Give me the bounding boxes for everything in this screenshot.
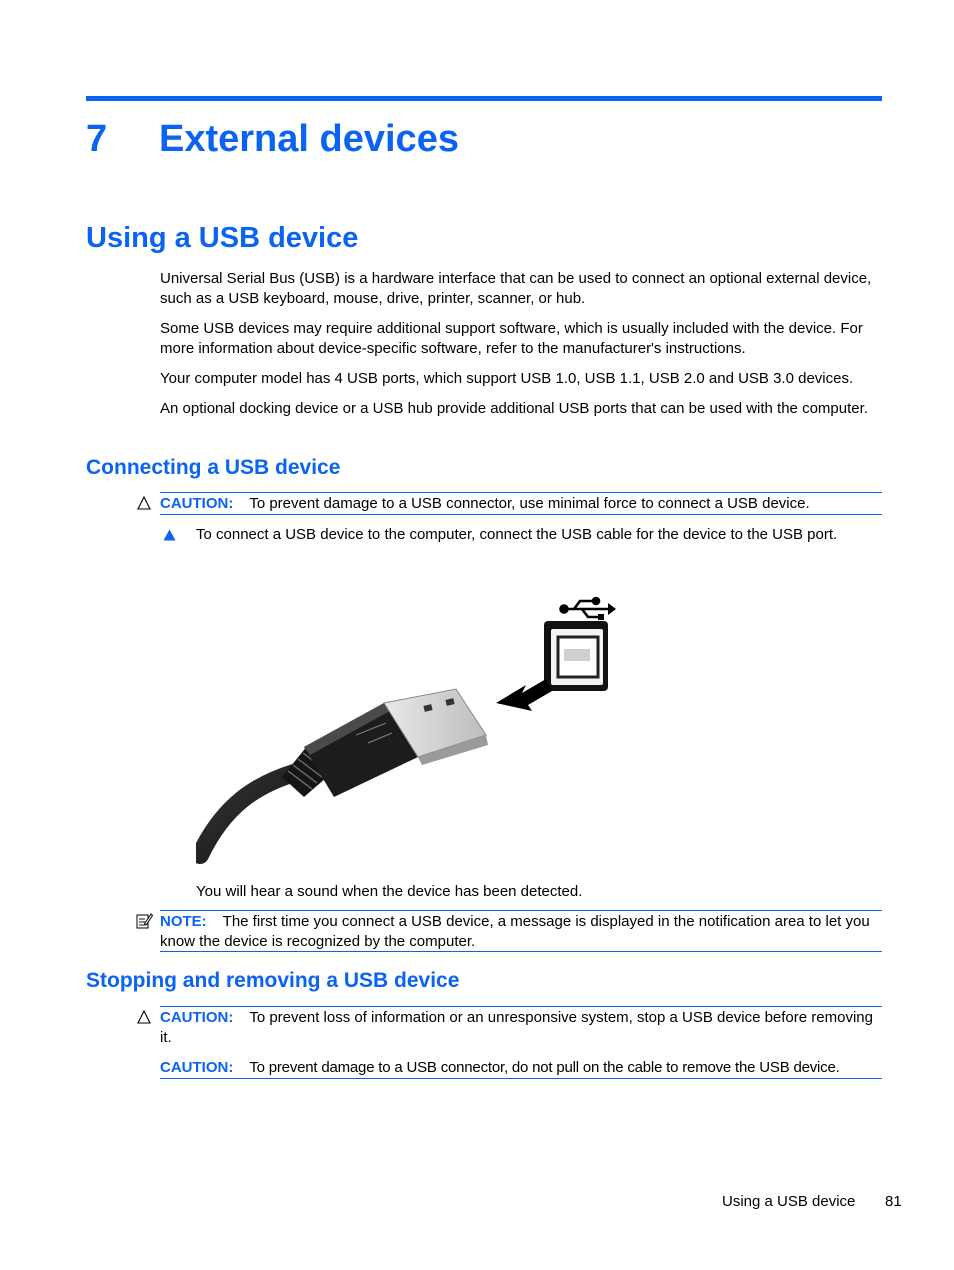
- caution-label: CAUTION:: [160, 1059, 234, 1076]
- caution-rule-bottom: [160, 1078, 882, 1079]
- caution-text: To prevent damage to a USB connector, do not pull on the cable to remove the USB device.: [249, 1059, 840, 1076]
- note-text: The first time you connect a USB device, a message is displayed in the notification area to let you know the device is recognized by the computer.: [160, 913, 870, 950]
- paragraph-docking: An optional docking device or a USB hub provide additional USB ports that can be used with the computer.: [160, 400, 868, 417]
- detection-sound-text: You will hear a sound when the device has been detected.: [196, 883, 583, 900]
- caution-icon: [137, 1010, 151, 1024]
- chapter-number: 7: [86, 118, 108, 160]
- step-triangle-icon: [163, 529, 176, 541]
- caution-rule-top: [160, 1006, 882, 1007]
- note-rule-top: [160, 910, 882, 911]
- footer-page-number: 81: [885, 1193, 902, 1210]
- note-icon: [136, 912, 153, 929]
- caution-connect: [160, 494, 882, 514]
- usb-connection-illustration: [196, 585, 616, 870]
- caution-rule-bottom: [160, 514, 882, 515]
- note-first-connect: [160, 912, 882, 951]
- subsection-connecting-title: Connecting a USB device: [86, 456, 341, 479]
- subsection-stopping-title: Stopping and removing a USB device: [86, 969, 460, 992]
- caution-label: CAUTION:: [160, 495, 234, 512]
- paragraph-usb-intro: Universal Serial Bus (USB) is a hardware interface that can be used to connect an optional external device, such as a USB keyboard, mouse, drive, printer, scanner, or hub.: [160, 270, 872, 307]
- note-label: NOTE:: [160, 913, 207, 930]
- paragraph-usb-ports: Your computer model has 4 USB ports, which support USB 1.0, USB 1.1, USB 2.0 and USB 3.0 devices.: [160, 370, 854, 387]
- chapter-heading: [86, 118, 459, 161]
- footer-section-name: Using a USB device: [722, 1193, 856, 1210]
- section-title: Using a USB device: [86, 222, 359, 254]
- usb-symbol-icon: [561, 598, 617, 620]
- caution-dont-pull-cable: [160, 1058, 882, 1078]
- usb-port: [544, 621, 608, 691]
- caution-text: To prevent loss of information or an unresponsive system, stop a USB device before removing it.: [160, 1009, 873, 1046]
- paragraph-support-software: Some USB devices may require additional support software, which is usually included with the device. For more information about device-specific software, refer to the manufacturer's instructions.: [160, 320, 863, 357]
- caution-rule-top: [160, 492, 882, 493]
- usb-plug: [304, 689, 488, 797]
- chapter-rule: [86, 96, 882, 101]
- insert-arrow-icon: [496, 679, 552, 711]
- caution-stop-device: [160, 1008, 882, 1047]
- caution-label: CAUTION:: [160, 1009, 234, 1026]
- caution-icon: [137, 496, 151, 510]
- caution-text: To prevent damage to a USB connector, use minimal force to connect a USB device.: [249, 495, 810, 512]
- note-rule-bottom: [160, 951, 882, 952]
- usb-cable: [200, 773, 294, 855]
- step-connect-usb: To connect a USB device to the computer, connect the USB cable for the device to the USB port.: [196, 526, 838, 543]
- chapter-title: External devices: [159, 118, 459, 160]
